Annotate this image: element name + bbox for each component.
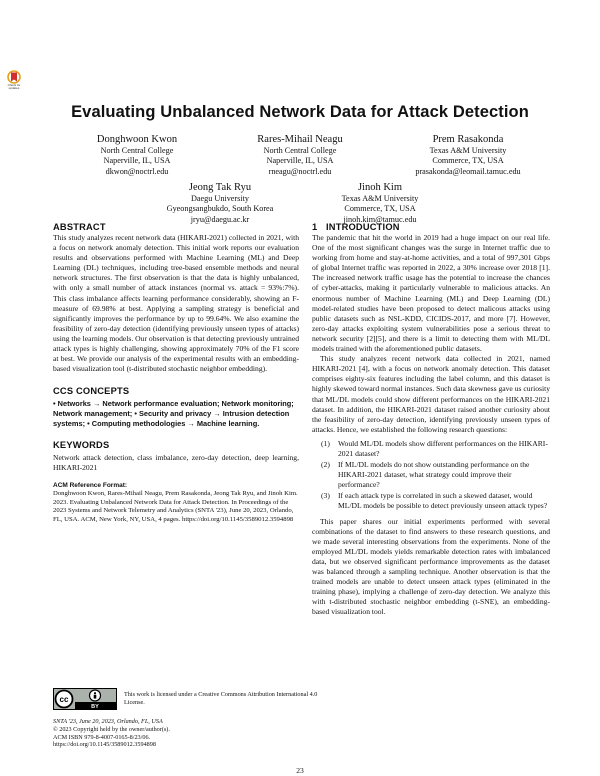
footer-copyright: © 2023 Copyright held by the owner/author(s).	[53, 725, 170, 733]
section-title: INTRODUCTION	[326, 222, 400, 232]
author-email[interactable]: jinoh.kim@tamuc.edu	[343, 214, 417, 224]
research-questions-list	[312, 439, 550, 512]
footer-doi[interactable]: https://doi.org/10.1145/3589012.3594898	[53, 741, 156, 749]
abstract-text: This study analyzes recent network data (HIKARI-2021) collected in 2021, with a focus on network anomaly detection. This initial work reports our evaluation results and observations performed with Machine Learning (ML) and Deep Learning (DL) techniques, including tree-based ensemble methods and neural network structures. The first observation is that the data is highly unbalanced, with only a small number of attack instances (normal vs. attack = 93%:7%). This class imbalance affects learning performance considerably, showing an F-measure of 69.98% at best. Applying a sampling strategy is beneficial and significantly improves the performance by up to 99.64%. We also examine the feasibility of zero-day detection (identifying previously unseen types of attacks) using the learning models. Our observation is that detecting previously untrained attack types is highly challenging, showing approximately 70% of the F1 score at best. We provide our analysis of the experimental results with an embedding-based visualization tool (t-distributed stochastic neighbor embedding).	[53, 233, 299, 374]
author-affiliation: Daegu University	[191, 194, 249, 203]
author-location: Gyeongsangbukdo, South Korea	[166, 204, 274, 214]
check-for-updates-badge[interactable]	[3, 70, 25, 94]
author-location: Naperville, IL, USA	[103, 156, 171, 166]
author-name: Rares-Mihail Neagu	[257, 134, 343, 145]
section-number: 1	[312, 222, 318, 232]
author-affiliation: Texas A&M University	[341, 194, 419, 203]
author-email[interactable]: rneagu@noctrl.edu	[268, 166, 332, 176]
intro-paragraph-1: The pandemic that hit the world in 2019 had a huge impact on our real life. One of the most significant changes was the surge in Internet traffic due to working from home and stay-at-home activities, and a total of 997,301 Gbps of global Internet traffic was reported in 2022, a 30% increase over 2018 [1]. The increased network traffic usage has the potential to increase the chances of cyber-attacks, making it particularly vulnerable to malicious attacks. An enormous number of Machine Learning (ML) and Deep Learning (DL) model-related studies have been proposed to detect malicous attacks using public datasets such as NSL-KDD, CICIDS-2017, and more [7]. However, zero-day attacks exploiting system vulnerabilities pose a serious threat to network security [2][5], and there is a limit to detecting them with ML/DL models trained with the aforementioned public datasets.	[312, 233, 550, 354]
author-location: Commerce, TX, USA	[344, 204, 416, 214]
author-block	[82, 133, 192, 177]
left-column	[53, 221, 299, 524]
cc-label: cc	[59, 695, 69, 704]
author-block	[403, 133, 533, 177]
author-name: Jeong Tak Ryu	[188, 182, 252, 193]
author-location: Naperville, IL, USA	[266, 156, 334, 166]
ccs-text: • Networks → Network performance evaluation; Network monitoring; Network management; • Security and privacy → Intrusion detection systems; • Computing methodologies → Machine learning.	[53, 399, 294, 429]
bookmark-ribbon-icon	[7, 70, 21, 84]
intro-paragraph-2: This study analyzes recent network data collected in 2021, named HIKARI-2021 [4], with a focus on network anomaly detection. This dataset comprises eighty-six features including the label column, and this dataset is highly skewed toward normal instances. Such data skewness gave us curiosity that ML/DL models could show different performances on the HIKARI-2021 dataset. In addition, the HIKARI-2021 dataset raised another curiosity about the feasibility of zero-day detection, identifying previously unseen types of attacks. Hence, we established the following research questions:	[312, 354, 550, 434]
badge-line2: updates	[8, 86, 20, 90]
cc-by-license-badge[interactable]	[53, 688, 117, 710]
badge-line1: Check for	[7, 83, 21, 87]
author-block	[240, 133, 360, 177]
author-email[interactable]: jryu@daegu.ac.kr	[190, 214, 250, 224]
cc-by-icon	[53, 688, 117, 710]
author-block	[159, 181, 281, 225]
intro-paragraph-3: This paper shares our initial experiments performed with several combinations of the dataset to find answers to these research questions, and we made several interesting observations from the experiments. None of the employed ML/DL models yields remarkable detection rates with imbalanced data, but we observed significant performance improvements as the dataset was balanced through a sampling technique. Another observation is that the trained models are unable to detect unseen attack types (eliminated in the training phase), implying a challenge of zero-day detection. We analyze this with t-distributed stochastic neighbor embedding (t-SNE), an embedding-based visualization tool.	[312, 516, 550, 617]
author-location: Commerce, TX, USA	[432, 156, 504, 166]
reference-format-text: Donghwoon Kwon, Rares-Mihail Neagu, Prem Rasakonda, Jeong Tak Ryu, and Jinoh Kim. 2023. Evaluating Unbalanced Network Data for Attack Detection. In Proceedings of the 2023 Systems and Network Telemetry and Analytics (SNTA '23), June 20, 2023, Orlando, FL, USA. ACM, New York, NY, USA, 4 pages. https://doi.org/10.1145/3589012.3594898	[53, 490, 298, 523]
author-block	[319, 181, 441, 225]
keywords-text: Network attack detection, class imbalance, zero-day detection, deep learning, HIKARI-2021	[53, 453, 299, 473]
author-affiliation: North Central College	[263, 146, 337, 155]
paper-title: Evaluating Unbalanced Network Data for Attack Detection	[71, 103, 529, 121]
author-name: Donghwoon Kwon	[96, 134, 178, 145]
author-name: Prem Rasakonda	[432, 134, 504, 145]
author-affiliation: Texas A&M University	[429, 146, 507, 155]
list-item: (3) If each attack type is correlated in such a skewed dataset, would ML/DL models be possible to detect previously unseen attack types?	[321, 491, 548, 511]
footer-block	[53, 718, 299, 749]
license-text: This work is licensed under a Creative Commons Attribution International 4.0 License.	[124, 691, 318, 706]
list-item: (1) Would ML/DL models show different performances on the HIKARI-2021 dataset?	[321, 438, 548, 458]
author-name: Jinoh Kim	[357, 182, 403, 193]
author-email[interactable]: prasakonda@leomail.tamuc.edu	[415, 166, 521, 176]
footer-isbn: ACM ISBN 979-8-4007-0165-8/23/06.	[53, 733, 151, 741]
abstract-heading: ABSTRACT	[53, 222, 106, 232]
reference-format-heading: ACM Reference Format:	[53, 481, 128, 489]
right-column	[312, 221, 550, 617]
author-email[interactable]: dkwon@noctrl.edu	[105, 166, 169, 176]
footer-venue: SNTA '23, June 20, 2023, Orlando, FL, USA	[53, 718, 163, 725]
keywords-heading: KEYWORDS	[53, 440, 110, 451]
list-item: (2) If ML/DL models do not show outstanding performance on the HIKARI-2021 dataset, what strategy could improve their performance?	[321, 460, 530, 490]
author-affiliation: North Central College	[100, 146, 174, 155]
by-label: BY	[91, 704, 99, 710]
introduction-heading	[312, 221, 550, 233]
ccs-heading: CCS CONCEPTS	[53, 386, 130, 397]
page-number: 23	[296, 766, 304, 775]
